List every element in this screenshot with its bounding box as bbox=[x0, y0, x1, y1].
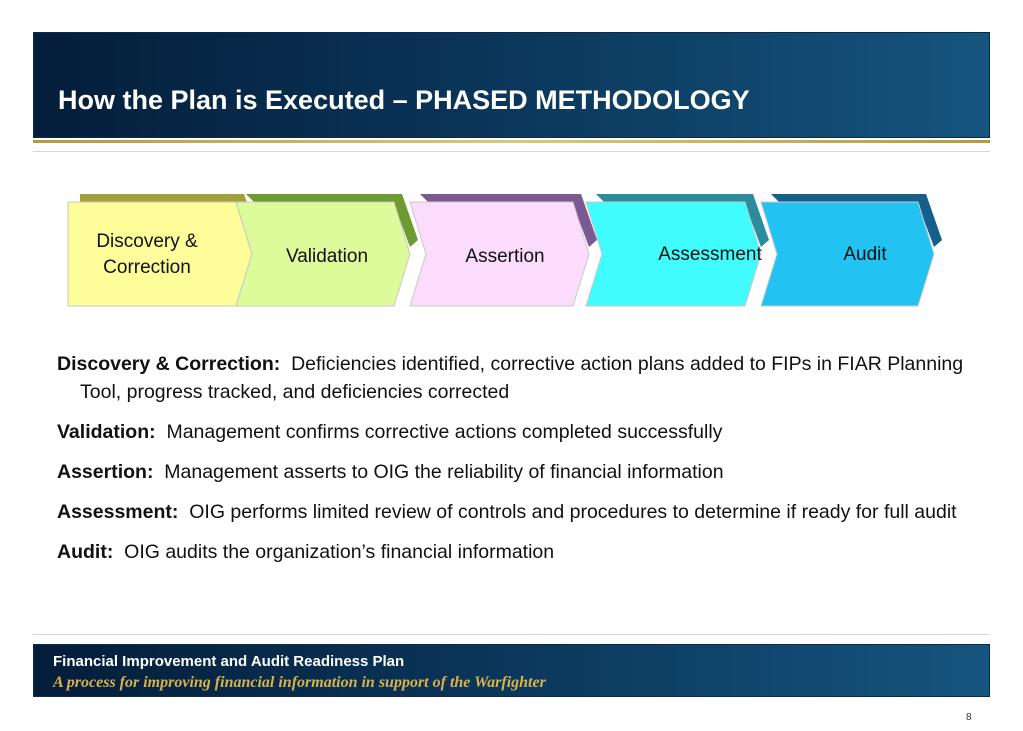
desc-discovery bbox=[57, 350, 987, 406]
desc-text: Deficiencies identified, corrective action plans added to FIPs in FIAR Planning Tool, progress tracked, and deficiencies corrected bbox=[80, 353, 964, 403]
desc-term: Audit: bbox=[57, 541, 114, 563]
footer-title: Financial Improvement and Audit Readiness Plan bbox=[53, 653, 405, 670]
desc-text: OIG performs limited review of controls and procedures to determine if ready for full audit bbox=[189, 501, 957, 523]
desc-validation bbox=[57, 418, 987, 446]
slide-title: How the Plan is Executed – PHASED METHODOLOGY bbox=[58, 85, 750, 115]
phase-label-audit: Audit bbox=[843, 244, 887, 265]
phase-label-discovery: Discovery & Correction bbox=[96, 231, 198, 278]
desc-assessment bbox=[57, 498, 987, 526]
phase-label-assessment: Assessment bbox=[658, 244, 762, 265]
phase-label-validation: Validation bbox=[285, 246, 369, 267]
desc-text: OIG audits the organization’s financial information bbox=[124, 541, 555, 563]
desc-text: Management asserts to OIG the reliability of financial information bbox=[164, 461, 724, 483]
page-number: 8 bbox=[966, 712, 972, 723]
desc-term: Assessment: bbox=[57, 501, 179, 523]
footer-tagline: A process for improving financial information in support of the Warfighter bbox=[53, 674, 546, 691]
footer-divider bbox=[33, 634, 990, 635]
desc-term: Assertion: bbox=[57, 461, 154, 483]
desc-term: Discovery & Correction: bbox=[57, 353, 281, 375]
desc-text: Management confirms corrective actions completed successfully bbox=[166, 421, 723, 443]
desc-term: Validation: bbox=[57, 421, 156, 443]
phase-label-assertion: Assertion bbox=[465, 246, 545, 267]
footer-banner bbox=[33, 644, 990, 697]
desc-audit bbox=[57, 538, 987, 566]
phase-descriptions bbox=[57, 350, 987, 578]
desc-assertion bbox=[57, 458, 987, 486]
